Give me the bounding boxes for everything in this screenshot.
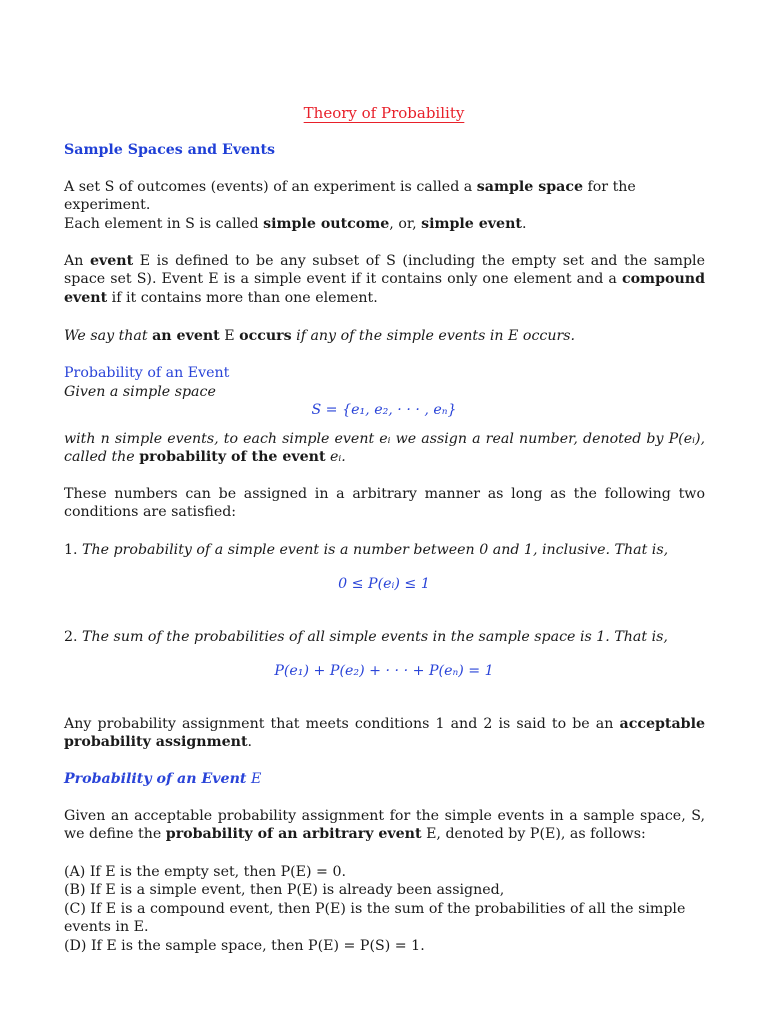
p7-text-pre: Any probability assignment that meets conditions 1 and 2 is said to be an (64, 716, 620, 732)
paragraph-simple-outcome (64, 215, 705, 233)
p4-italic-2: if any of the simple events in E occurs. (291, 328, 576, 344)
rule-a: (A) If E is the empty set, then P(E) = 0. (64, 864, 346, 880)
equation-sample-space: S = {e₁, e₂, · · · , eₙ} (311, 402, 457, 418)
document-title-row (0, 104, 768, 123)
equation-condition-2: P(e₁) + P(e₂) + · · · + P(eₙ) = 1 (274, 663, 494, 679)
p8-text-post: E, denoted by P(E), as follows: (421, 826, 646, 843)
p2-text-mid: , or, (389, 216, 422, 232)
p5-italic: with n simple events, to each simple event eᵢ we assign a real number, denoted by P(eᵢ), called the (64, 431, 705, 466)
p7-text-post: . (247, 734, 253, 751)
paragraph-acceptable-assignment (64, 715, 705, 752)
rule-b: (B) If E is a simple event, then P(E) is already been assigned, (64, 882, 505, 899)
rule-c: (C) If E is a compound event, then P(E) is the sum of the probabilities of all the simple events in E. (64, 900, 686, 936)
p3-term-event: event (89, 253, 134, 269)
condition-1-text: The probability of a simple event is a number between 0 and 1, inclusive. That is, (82, 542, 669, 558)
p4-italic-1: We say that (64, 328, 153, 344)
p1-text-pre: A set S of outcomes (events) of an experiment is called a (64, 179, 477, 195)
equation-condition-1: 0 ≤ P(eᵢ) ≤ 1 (338, 576, 430, 592)
p3-term-compound: compound event (64, 271, 705, 306)
p2-term-1: simple outcome (263, 216, 390, 232)
condition-1-number: 1. (64, 542, 83, 558)
document-title: Theory of Probability (303, 104, 465, 122)
paragraph-conditions-intro: These numbers can be assigned in a arbitrary manner as long as the following two conditions are satisfied: (64, 486, 705, 521)
condition-1 (64, 541, 705, 559)
p4-bold-1: an event (152, 328, 220, 344)
rules-list (64, 863, 705, 955)
section-heading-probability-of-event-e (64, 770, 705, 788)
paragraph-event-definition (64, 252, 705, 307)
condition-2-number: 2. (64, 629, 83, 645)
paragraph-sample-space (64, 178, 705, 215)
p3-text-c: E is defined to be any subset of S (including the empty set and the sample space set S). Event E is a simple event if it contains only one element and a (64, 253, 705, 288)
subheading-probability-of-event: Probability of an Event (64, 365, 230, 381)
p4-mid: E (219, 328, 240, 344)
p2-text-post: . (521, 216, 527, 232)
paragraph-probability-assignment (64, 430, 705, 467)
p5-term: probability of the event (139, 449, 326, 466)
p2-term-2: simple event (421, 216, 522, 232)
p3-text-d: if it contains more than one element. (107, 289, 378, 306)
p2-text-pre: Each element in S is called (64, 216, 264, 232)
condition-2 (64, 628, 705, 646)
section2-heading-text: Probability of an Event (64, 771, 247, 787)
p1-term: sample space (476, 179, 583, 195)
p3-text-a: An (64, 253, 90, 269)
section-heading-sample-spaces: Sample Spaces and Events (64, 142, 275, 158)
rule-d: (D) If E is the sample space, then P(E) = P(S) = 1. (64, 937, 425, 954)
condition-2-text: The sum of the probabilities of all simple events in the sample space is 1. That is, (82, 629, 668, 645)
p1-text-post: for the experiment. (64, 179, 636, 214)
p7-term: acceptable probability assignment (64, 716, 705, 751)
p4-bold-2: occurs (239, 328, 292, 344)
paragraph-arbitrary-event (64, 807, 705, 844)
section2-variable: E (250, 771, 262, 787)
paragraph-event-occurs (64, 327, 705, 345)
p5-post: eᵢ. (325, 449, 346, 466)
p8-text-pre: Given an acceptable probability assignment for the simple events in a sample space, S, we define the (64, 808, 705, 843)
given-simple-space: Given a simple space (64, 384, 216, 400)
p8-term: probability of an arbitrary event (165, 826, 422, 843)
